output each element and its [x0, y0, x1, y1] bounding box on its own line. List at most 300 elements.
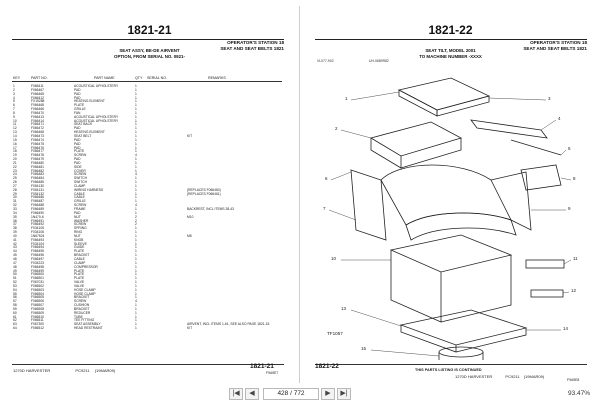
cell-qty: 1 — [135, 260, 137, 265]
cell-part: F066493 — [31, 237, 45, 242]
page-navigation — [229, 388, 353, 400]
callout-10: 10 — [331, 256, 337, 261]
section-title — [4, 45, 295, 59]
cell-qty: 1 — [135, 256, 137, 261]
cell-name: NUT — [74, 233, 81, 238]
cell-key: 55 — [13, 291, 17, 296]
footer-model-info — [13, 368, 115, 373]
cell-key: 7 — [13, 107, 15, 112]
cell-name: HEATING ELEMENT — [74, 130, 105, 135]
cell-key: 41 — [13, 237, 17, 242]
cell-qty: 1 — [135, 118, 137, 123]
cell-name: SPRING — [74, 226, 87, 231]
cell-key: 35 — [13, 214, 17, 219]
cell-part: F066509 — [31, 310, 45, 315]
cell-qty: 1 — [135, 195, 137, 200]
cell-name: TUBE — [74, 314, 83, 319]
cell-qty: 1 — [135, 141, 137, 146]
cell-key: 14 — [13, 133, 17, 138]
cell-part: F066472 — [31, 126, 45, 131]
cell-name: GUIDE — [74, 245, 85, 250]
cell-qty: 1 — [135, 253, 137, 258]
cell-qty: 1 — [135, 149, 137, 154]
cell-qty: 1 — [135, 291, 137, 296]
cell-key: 4 — [13, 95, 15, 100]
cell-name: FRAME — [74, 207, 86, 211]
cell-qty: 1 — [135, 191, 137, 196]
cell-qty: 1 — [135, 99, 137, 104]
cell-name: SEAT ASSEMBLY — [74, 322, 101, 327]
cell-part: F066479 — [31, 157, 45, 162]
cell-qty: 1 — [135, 199, 137, 204]
cell-qty: 1 — [135, 226, 137, 231]
station-line-2: SEAT AND SEAT BELTS 1821 — [220, 45, 284, 51]
callout-12: 12 — [571, 288, 577, 293]
cell-rem: KIT — [187, 133, 193, 138]
cell-qty: 1 — [135, 280, 137, 285]
cell-key: 20 — [13, 157, 17, 162]
cell-qty: 2 — [135, 214, 137, 219]
footer-rule — [315, 364, 587, 365]
cell-name: SWITCH — [74, 176, 88, 181]
cell-key: 2 — [13, 87, 15, 92]
cell-name: BRACKET — [74, 253, 90, 258]
cell-key: 64 — [13, 326, 17, 331]
cell-qty: 1 — [135, 91, 137, 96]
cell-name: SWITCH — [74, 180, 88, 185]
cell-part: F066499 — [31, 268, 45, 273]
cell-part: F066505 — [31, 295, 45, 300]
drawing-code-left: VL077-902 — [317, 59, 334, 63]
cell-qty: 1 — [135, 110, 137, 115]
cell-qty: 4 — [135, 299, 137, 304]
cell-part: 1N470-6 — [31, 214, 44, 219]
cell-name: BRACKET — [74, 295, 90, 300]
cell-part: F034104 — [31, 241, 45, 246]
cell-key: 21 — [13, 160, 17, 165]
cell-key: 11 — [13, 122, 17, 127]
cell-part: F034223 — [31, 260, 45, 265]
cell-key: 62 — [13, 318, 17, 323]
cell-rem: KIT — [187, 326, 193, 331]
cell-qty: 2 — [135, 218, 137, 223]
cell-key: 63 — [13, 322, 17, 327]
col-part: PART NO. — [31, 76, 48, 80]
continued-note: THIS PARTS LISTING IS CONTINUED — [415, 368, 482, 372]
cell-name: PLATE — [74, 149, 85, 154]
footer-sub-code: F9A9E7 — [266, 371, 279, 375]
cell-rem: (REPLACES F066460) — [187, 187, 221, 192]
next-page-button[interactable]: ▶ — [321, 388, 335, 400]
cell-part: F066502 — [31, 283, 45, 288]
last-page-button[interactable]: ▶| — [337, 388, 351, 400]
cell-part: F067031 — [31, 280, 45, 285]
cell-part: F066480 — [31, 160, 45, 165]
cell-part: F066477 — [31, 149, 45, 154]
cell-name: COVER — [74, 168, 86, 173]
cell-qty: 1 — [135, 314, 137, 319]
cell-part: F066478 — [31, 153, 45, 158]
cell-rem: AIRVENT, INCL ITEMS 1-61, SEE ALSO PAGE 1821-15 — [187, 322, 270, 327]
cell-key: 44 — [13, 249, 17, 254]
cell-qty: 1 — [135, 283, 137, 288]
col-name: PART NAME — [94, 76, 115, 80]
cell-name: PAD — [74, 87, 81, 92]
cell-part: F034105 — [31, 226, 45, 231]
cell-name: SEAT BACK — [74, 122, 93, 127]
cell-key: 29 — [13, 191, 17, 196]
cell-key: 28 — [13, 187, 17, 192]
cell-part: F066485 — [31, 180, 45, 185]
callout-14: 14 — [563, 326, 569, 331]
callout-15: 15 — [361, 346, 367, 351]
cell-part: F066468 — [31, 130, 45, 135]
cell-name: CABLE — [74, 195, 85, 200]
cell-key: 25 — [13, 176, 17, 181]
cell-name: WIRING HARNESS — [74, 187, 104, 192]
cell-name: PAD — [74, 157, 81, 162]
cell-qty: 1 — [135, 322, 137, 327]
cell-name: CLAMP — [74, 260, 86, 265]
cell-key: 57 — [13, 299, 17, 304]
cell-name: HOSE CLAMP — [74, 287, 96, 292]
cell-part: F066490 — [31, 210, 45, 215]
cell-part: F066467 — [31, 87, 45, 92]
cell-name: WASHER — [74, 218, 89, 223]
cell-qty: 1 — [135, 137, 137, 142]
cell-name: BRACKET — [74, 306, 90, 311]
callout-9: 9 — [568, 206, 571, 211]
cell-qty: 1 — [135, 84, 137, 88]
cell-key: 59 — [13, 306, 17, 311]
cell-qty: 1 — [135, 180, 137, 185]
drawing-code-right: UH-0689R82 — [369, 59, 389, 63]
cell-name: CABLE — [74, 191, 85, 196]
cell-qty: 1 — [135, 133, 137, 138]
cell-key: 51 — [13, 276, 17, 281]
cell-qty: 1 — [135, 233, 137, 238]
cell-qty: 4 — [135, 172, 137, 177]
cell-key: 42 — [13, 241, 17, 246]
cell-part: FX15288 — [31, 99, 45, 104]
cell-qty: 1 — [135, 207, 137, 211]
cell-name: NUT — [74, 214, 81, 219]
footer-pc: PC9211 — [75, 368, 90, 373]
cell-qty: 1 — [135, 122, 137, 127]
cell-key: 33 — [13, 207, 17, 211]
cell-qty: 1 — [135, 249, 137, 254]
page-divider — [299, 6, 300, 383]
cell-part: F054132 — [31, 191, 45, 196]
footer-model-info — [455, 374, 544, 379]
cell-name: ACOUSTICAL UPHOLSTERY — [74, 118, 119, 123]
cell-qty: 1 — [135, 183, 137, 188]
cell-key: 45 — [13, 253, 17, 258]
cell-key: 32 — [13, 203, 17, 208]
cell-qty: 1 — [135, 187, 137, 192]
cell-name: PAD — [74, 126, 81, 131]
cell-name: PAD — [74, 141, 81, 146]
cell-name: PLATE — [74, 276, 85, 281]
cell-name: GRILLE — [74, 199, 86, 204]
cell-key: 38 — [13, 226, 17, 231]
footer-sub-code: F9A9E8 — [567, 378, 580, 382]
cell-key: 54 — [13, 287, 17, 292]
viewer-toolbar — [0, 386, 600, 402]
cell-name: PLATE — [74, 103, 85, 108]
cell-part: F034106 — [31, 230, 45, 235]
prev-page-button[interactable]: ◀ — [245, 388, 259, 400]
cell-key: 1 — [13, 84, 15, 88]
page-number-top: 1821-22 — [428, 23, 473, 37]
cell-rem: M8 — [187, 233, 192, 238]
cell-part: F066481 — [31, 164, 45, 169]
cell-part: F066497 — [31, 256, 45, 261]
page-left — [4, 6, 295, 383]
cell-part: F066484 — [31, 176, 45, 181]
cell-part: F054130 — [31, 183, 45, 188]
footer-pc: PC9211 — [505, 374, 520, 379]
cell-rem: (REPLACES F066461) — [187, 191, 221, 196]
cell-qty: 1 — [135, 130, 137, 135]
cell-key: 53 — [13, 283, 17, 288]
cell-qty: 1 — [135, 306, 137, 311]
cell-qty: 1 — [135, 126, 137, 131]
section-title-line-1: SEAT TILT, MODEL 2001 — [425, 48, 476, 53]
cell-part: F066482 — [31, 168, 45, 173]
cell-name: CLAMP — [74, 183, 86, 188]
col-qty: QTY — [135, 76, 143, 80]
cell-qty: 1 — [135, 264, 137, 269]
cell-qty: 1 — [135, 230, 137, 235]
cell-key: 47 — [13, 260, 17, 265]
cell-part: F066411 — [31, 84, 44, 88]
cell-name: PAD — [74, 91, 81, 96]
col-remarks: REMARKS — [208, 76, 226, 80]
cell-qty: 1 — [135, 310, 137, 315]
cell-key: 43 — [13, 245, 17, 250]
exploded-parts-diagram — [311, 60, 591, 360]
page-number-input[interactable]: 428 / 772 — [263, 388, 319, 400]
cell-name: SCREW — [74, 222, 87, 227]
cell-key: 36 — [13, 218, 17, 223]
cell-part: F066412 — [31, 95, 45, 100]
parts-table-body — [12, 85, 282, 331]
cell-key: 16 — [13, 141, 17, 146]
cell-part: F066494 — [31, 245, 45, 250]
cell-part: F066506 — [31, 299, 45, 304]
cell-qty: 1 — [135, 87, 137, 92]
page-number-top: 1821-21 — [127, 23, 172, 37]
callout-2: 2 — [335, 126, 338, 131]
callout-13: 13 — [341, 306, 347, 311]
callout-11: 11 — [573, 256, 578, 261]
cell-name: COMPRESSOR — [74, 264, 98, 269]
cell-name: HEATING ELEMENT — [74, 99, 105, 104]
cell-name: SCREW — [74, 153, 87, 158]
cell-part: F066508 — [31, 306, 45, 311]
cell-key: 5 — [13, 99, 15, 104]
cell-key: 30 — [13, 195, 17, 200]
cell-part: F066471 — [31, 122, 45, 127]
cell-key: 15 — [13, 137, 17, 142]
col-key: KEY — [13, 76, 21, 80]
cell-part: F066492 — [31, 222, 45, 227]
footer-model: 1270D HARVESTER — [455, 374, 493, 379]
cell-part: F066466 — [31, 107, 45, 112]
cell-part: F066503 — [31, 287, 45, 292]
cell-key: 10 — [13, 118, 17, 123]
footer-date: (19MAR09) — [523, 374, 545, 379]
cell-part: F066475 — [31, 141, 45, 146]
cell-key: 18 — [13, 149, 17, 154]
footer-date: (19MAR09) — [94, 368, 116, 373]
cell-qty: 1 — [135, 145, 137, 150]
cell-key: 12 — [13, 126, 17, 131]
cell-rem: M10 — [187, 214, 194, 219]
cell-part: F066473 — [31, 133, 45, 138]
cell-part: F066504 — [31, 291, 45, 296]
cell-part: F066495 — [31, 249, 45, 254]
cell-rem: BACKREST, INCL ITEMS 38-43 — [187, 207, 234, 211]
cell-key: 46 — [13, 256, 17, 261]
cell-part: F066489 — [31, 207, 45, 211]
cell-key: 39 — [13, 230, 17, 235]
section-title-line-1: SEAT ASSY, BE-DE AIRVENT — [119, 48, 180, 53]
cell-part: F054131 — [31, 187, 45, 192]
callout-1: 1 — [345, 96, 348, 101]
cell-qty: 1 — [135, 268, 137, 273]
cell-name: SCREW — [74, 299, 87, 304]
zoom-level[interactable]: 93.47% — [568, 390, 591, 397]
cell-part: F066487 — [31, 199, 45, 204]
callout-5: 5 — [568, 146, 571, 151]
cell-key: 40 — [13, 233, 17, 238]
cell-qty: 1 — [135, 114, 137, 119]
cell-part: F066486 — [31, 195, 45, 200]
callout-4: 4 — [558, 116, 561, 121]
cell-qty: 4 — [135, 203, 137, 208]
callout-7: 7 — [323, 206, 326, 211]
cell-part: F066474 — [31, 137, 45, 142]
cell-qty: 1 — [135, 168, 137, 173]
cell-name: ACOUSTICAL UPHOLSTERY — [74, 114, 119, 119]
cell-key: 9 — [13, 114, 15, 119]
cell-name: PAD — [74, 137, 81, 142]
cell-key: 61 — [13, 314, 17, 319]
cell-name: SCREW — [74, 203, 87, 208]
cell-qty: 1 — [135, 210, 137, 215]
cell-key: 17 — [13, 145, 17, 150]
cell-part: F066476 — [31, 145, 45, 150]
cell-qty: 1 — [135, 157, 137, 162]
parts-table-header — [12, 74, 282, 82]
cell-part: 1N67624 — [31, 233, 45, 238]
col-serial: SERIAL NO. — [147, 76, 168, 80]
figure-id: TF1057 — [327, 331, 343, 336]
cell-key: 48 — [13, 264, 17, 269]
cell-key: 34 — [13, 210, 17, 215]
cell-name: PLATE — [74, 249, 85, 254]
cell-part: F066512 — [31, 326, 45, 331]
cell-part: F066468 — [31, 103, 45, 108]
cell-qty: 1 — [135, 303, 137, 308]
cell-name: PAD — [74, 95, 81, 100]
cell-key: 8 — [13, 110, 15, 115]
cell-key: 58 — [13, 303, 17, 308]
first-page-button[interactable]: |◀ — [229, 388, 243, 400]
cell-qty: 1 — [135, 295, 137, 300]
top-plate-shape — [399, 78, 489, 110]
cell-part: F066488 — [31, 203, 45, 208]
cell-key: 31 — [13, 199, 17, 204]
cell-key: 26 — [13, 180, 17, 185]
page-right — [305, 6, 596, 383]
cell-qty: 4 — [135, 153, 137, 158]
cell-qty: 1 — [135, 272, 137, 277]
cell-key: 3 — [13, 91, 15, 96]
cell-qty: 1 — [135, 318, 137, 323]
cell-qty: 1 — [135, 95, 137, 100]
cell-name: FAN — [74, 110, 81, 115]
footer-page-number: 1821-21 — [250, 363, 274, 370]
cell-qty: 1 — [135, 176, 137, 181]
cell-part: F066507 — [31, 303, 45, 308]
cell-name: REDUCER — [74, 310, 91, 315]
cell-name: ACOUSTICAL UPHOLSTERY — [74, 84, 119, 88]
cell-qty: 1 — [135, 164, 137, 169]
cell-name: SCREW — [74, 172, 87, 177]
callout-6: 6 — [325, 176, 328, 181]
cell-part: F066511 — [31, 318, 44, 323]
cell-name: KNOB — [74, 237, 84, 242]
cell-key: 19 — [13, 153, 17, 158]
cell-name: CUSHION — [74, 303, 90, 308]
cell-key: 60 — [13, 310, 17, 315]
cell-part: F066498 — [31, 264, 45, 269]
footer-page-number: 1821-22 — [315, 363, 339, 370]
cell-part: F066413 — [31, 114, 45, 119]
cell-part: F066501 — [31, 276, 45, 281]
cell-qty: 1 — [135, 103, 137, 108]
cell-qty: 1 — [135, 287, 137, 292]
cell-qty: 1 — [135, 326, 137, 331]
cell-name: VALVE — [74, 280, 85, 285]
cell-qty: 1 — [135, 107, 137, 112]
cell-key: 13 — [13, 130, 17, 135]
section-title-line-2: OPTION, FROM SERIAL NO. 0921- — [114, 53, 185, 59]
cell-name: PLATE — [74, 268, 85, 273]
cell-qty: 1 — [135, 160, 137, 165]
cell-key: 37 — [13, 222, 17, 227]
cell-name: PLATE — [74, 272, 85, 277]
cell-name: SIDE — [74, 164, 82, 169]
cell-part: F066414 — [31, 118, 45, 123]
cell-name: PAD — [74, 210, 81, 215]
cell-key: 49 — [13, 268, 17, 273]
cell-part: F066491 — [31, 218, 45, 223]
cell-part: F067300 — [31, 322, 45, 327]
section-title-line-2: TO MACHINE NUMBER -XXXX — [419, 53, 482, 59]
cell-name: HOSE CLAMP — [74, 291, 96, 296]
cell-key: 24 — [13, 172, 17, 177]
station-line-1: OPERATOR'S STATION 18 — [227, 40, 284, 45]
cell-part: F066510 — [31, 314, 45, 319]
cell-key: 50 — [13, 272, 17, 277]
cell-name: SLEEVE — [74, 241, 87, 246]
cell-key: 6 — [13, 103, 15, 108]
cell-name: SEAT BELT — [74, 133, 92, 138]
